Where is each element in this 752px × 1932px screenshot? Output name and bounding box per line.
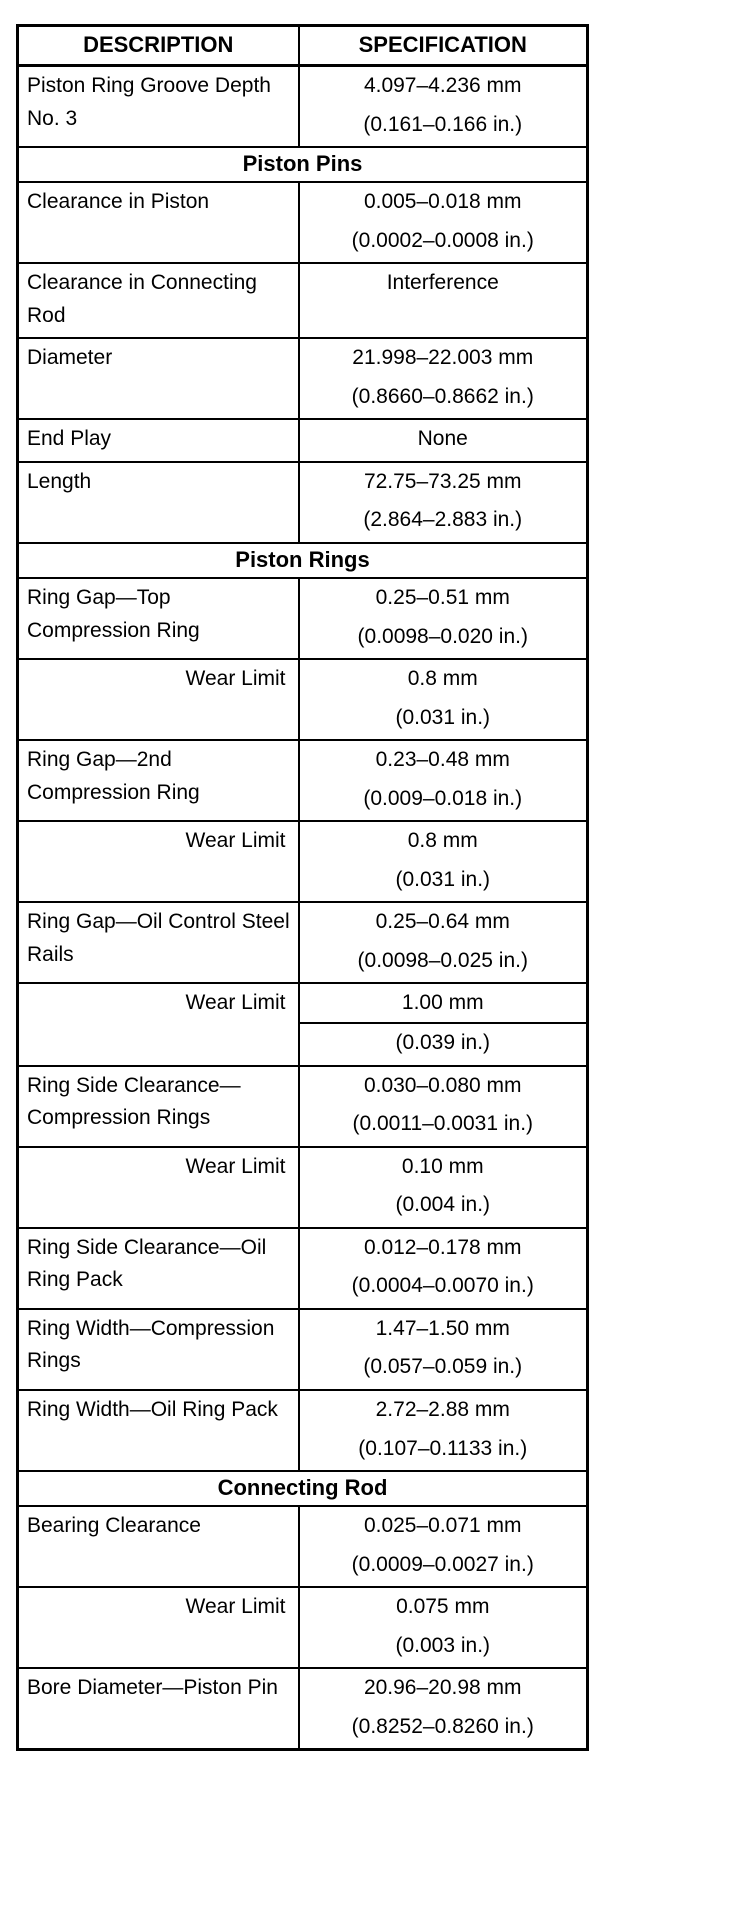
specification-cell	[299, 1390, 588, 1471]
spec-line: 2.72–2.88 mm	[375, 1397, 510, 1421]
spec-line: (0.009–0.018 in.)	[363, 786, 523, 810]
specification-cell	[299, 462, 588, 543]
table-row	[18, 578, 588, 659]
header-row	[18, 26, 588, 66]
description-cell: Wear Limit	[18, 1147, 299, 1228]
table-row	[18, 1309, 588, 1390]
spec-line: (0.003 in.)	[395, 1633, 491, 1657]
table-row	[18, 983, 588, 1065]
specification-cell	[299, 1506, 588, 1587]
section-title: Piston Rings	[18, 543, 588, 578]
table-row	[18, 1390, 588, 1471]
specification-cell	[299, 419, 588, 462]
description-cell: Ring Width—Oil Ring Pack	[18, 1390, 299, 1471]
specification-cell	[299, 983, 588, 1065]
spec-line: 0.10 mm	[401, 1154, 484, 1178]
specification-cell	[299, 1668, 588, 1750]
table-row	[18, 419, 588, 462]
spec-line: (0.0002–0.0008 in.)	[351, 228, 534, 252]
description-cell: Ring Gap—Top Compression Ring	[18, 578, 299, 659]
table-row	[18, 1587, 588, 1668]
table-row	[18, 659, 588, 740]
spec-line: 0.012–0.178 mm	[363, 1235, 522, 1259]
spec-line: (0.004 in.)	[395, 1193, 491, 1217]
table-row	[18, 821, 588, 902]
description-cell: Wear Limit	[18, 1587, 299, 1668]
col-header-specification: SPECIFICATION	[299, 26, 588, 66]
spec-line: (0.039 in.)	[300, 1022, 587, 1065]
description-cell: Diameter	[18, 338, 299, 419]
spec-line: (0.0098–0.020 in.)	[357, 624, 528, 648]
description-cell: Clearance in Connecting Rod	[18, 263, 299, 338]
spec-line: (0.057–0.059 in.)	[363, 1355, 523, 1379]
spec-line: 0.23–0.48 mm	[375, 748, 510, 772]
table-row	[18, 338, 588, 419]
spec-line: 72.75–73.25 mm	[363, 469, 522, 493]
table-row	[18, 1228, 588, 1309]
spec-line: (2.864–2.883 in.)	[363, 508, 523, 532]
col-header-description: DESCRIPTION	[18, 26, 299, 66]
specification-cell	[299, 740, 588, 821]
description-cell: Ring Side Clearance—Oil Ring Pack	[18, 1228, 299, 1309]
specification-cell	[299, 821, 588, 902]
description-cell: Bore Diameter—Piston Pin	[18, 1668, 299, 1750]
table-row	[18, 66, 588, 148]
specification-cell	[299, 578, 588, 659]
section-row	[18, 147, 588, 182]
description-cell: Bearing Clearance	[18, 1506, 299, 1587]
spec-line: (0.161–0.166 in.)	[363, 112, 523, 136]
description-cell: Piston Ring Groove Depth No. 3	[18, 66, 299, 148]
specification-cell	[299, 1309, 588, 1390]
table-row	[18, 182, 588, 263]
spec-line: 0.8 mm	[407, 667, 478, 691]
table-body	[18, 66, 588, 1750]
description-cell: Ring Width—Compression Rings	[18, 1309, 299, 1390]
spec-line: 0.025–0.071 mm	[363, 1514, 522, 1538]
specification-cell	[299, 902, 588, 983]
table-header	[18, 26, 588, 66]
specification-cell	[299, 66, 588, 148]
description-cell: Ring Gap—Oil Control Steel Rails	[18, 902, 299, 983]
specification-cell	[299, 1228, 588, 1309]
description-cell: Wear Limit	[18, 821, 299, 902]
section-row	[18, 543, 588, 578]
specification-cell	[299, 338, 588, 419]
table-row	[18, 1066, 588, 1147]
spec-line: 20.96–20.98 mm	[363, 1676, 522, 1700]
specification-cell	[299, 659, 588, 740]
spec-line: None	[417, 427, 468, 451]
spec-line: (0.0098–0.025 in.)	[357, 948, 528, 972]
description-cell: Clearance in Piston	[18, 182, 299, 263]
spec-line: 0.030–0.080 mm	[363, 1073, 522, 1097]
spec-table	[16, 24, 589, 1751]
spec-line: Interference	[386, 271, 499, 295]
section-row	[18, 1471, 588, 1506]
description-cell: Wear Limit	[18, 983, 299, 1065]
table-row	[18, 263, 588, 338]
spec-line: (0.0011–0.0031 in.)	[352, 1112, 534, 1136]
specification-cell	[299, 1066, 588, 1147]
spec-line: (0.107–0.1133 in.)	[358, 1436, 528, 1460]
spec-line: (0.031 in.)	[395, 867, 491, 891]
description-cell: End Play	[18, 419, 299, 462]
spec-line: 0.25–0.51 mm	[375, 586, 510, 610]
table-row	[18, 902, 588, 983]
description-cell: Ring Gap—2nd Compression Ring	[18, 740, 299, 821]
table-row	[18, 462, 588, 543]
description-cell: Length	[18, 462, 299, 543]
spec-line: 0.25–0.64 mm	[375, 910, 510, 934]
specification-cell	[299, 263, 588, 338]
description-cell: Ring Side Clearance—Compression Rings	[18, 1066, 299, 1147]
section-title: Connecting Rod	[18, 1471, 588, 1506]
spec-line: 0.075 mm	[396, 1595, 490, 1619]
spec-line: 1.47–1.50 mm	[375, 1316, 510, 1340]
description-cell: Wear Limit	[18, 659, 299, 740]
spec-line: 0.005–0.018 mm	[363, 190, 522, 214]
spec-line: (0.8252–0.8260 in.)	[351, 1714, 534, 1738]
table-row	[18, 740, 588, 821]
section-title: Piston Pins	[18, 147, 588, 182]
spec-line: (0.8660–0.8662 in.)	[351, 384, 534, 408]
spec-line: (0.0009–0.0027 in.)	[351, 1552, 534, 1576]
specification-cell	[299, 182, 588, 263]
spec-line: (0.031 in.)	[395, 705, 491, 729]
spec-line: (0.0004–0.0070 in.)	[351, 1274, 534, 1298]
spec-line: 0.8 mm	[407, 829, 478, 853]
spec-line: 1.00 mm	[401, 991, 484, 1015]
table-row	[18, 1147, 588, 1228]
table-row	[18, 1506, 588, 1587]
spec-line: 4.097–4.236 mm	[363, 74, 522, 97]
spec-line: 21.998–22.003 mm	[352, 346, 534, 370]
table-row	[18, 1668, 588, 1750]
specification-cell	[299, 1147, 588, 1228]
specification-cell	[299, 1587, 588, 1668]
